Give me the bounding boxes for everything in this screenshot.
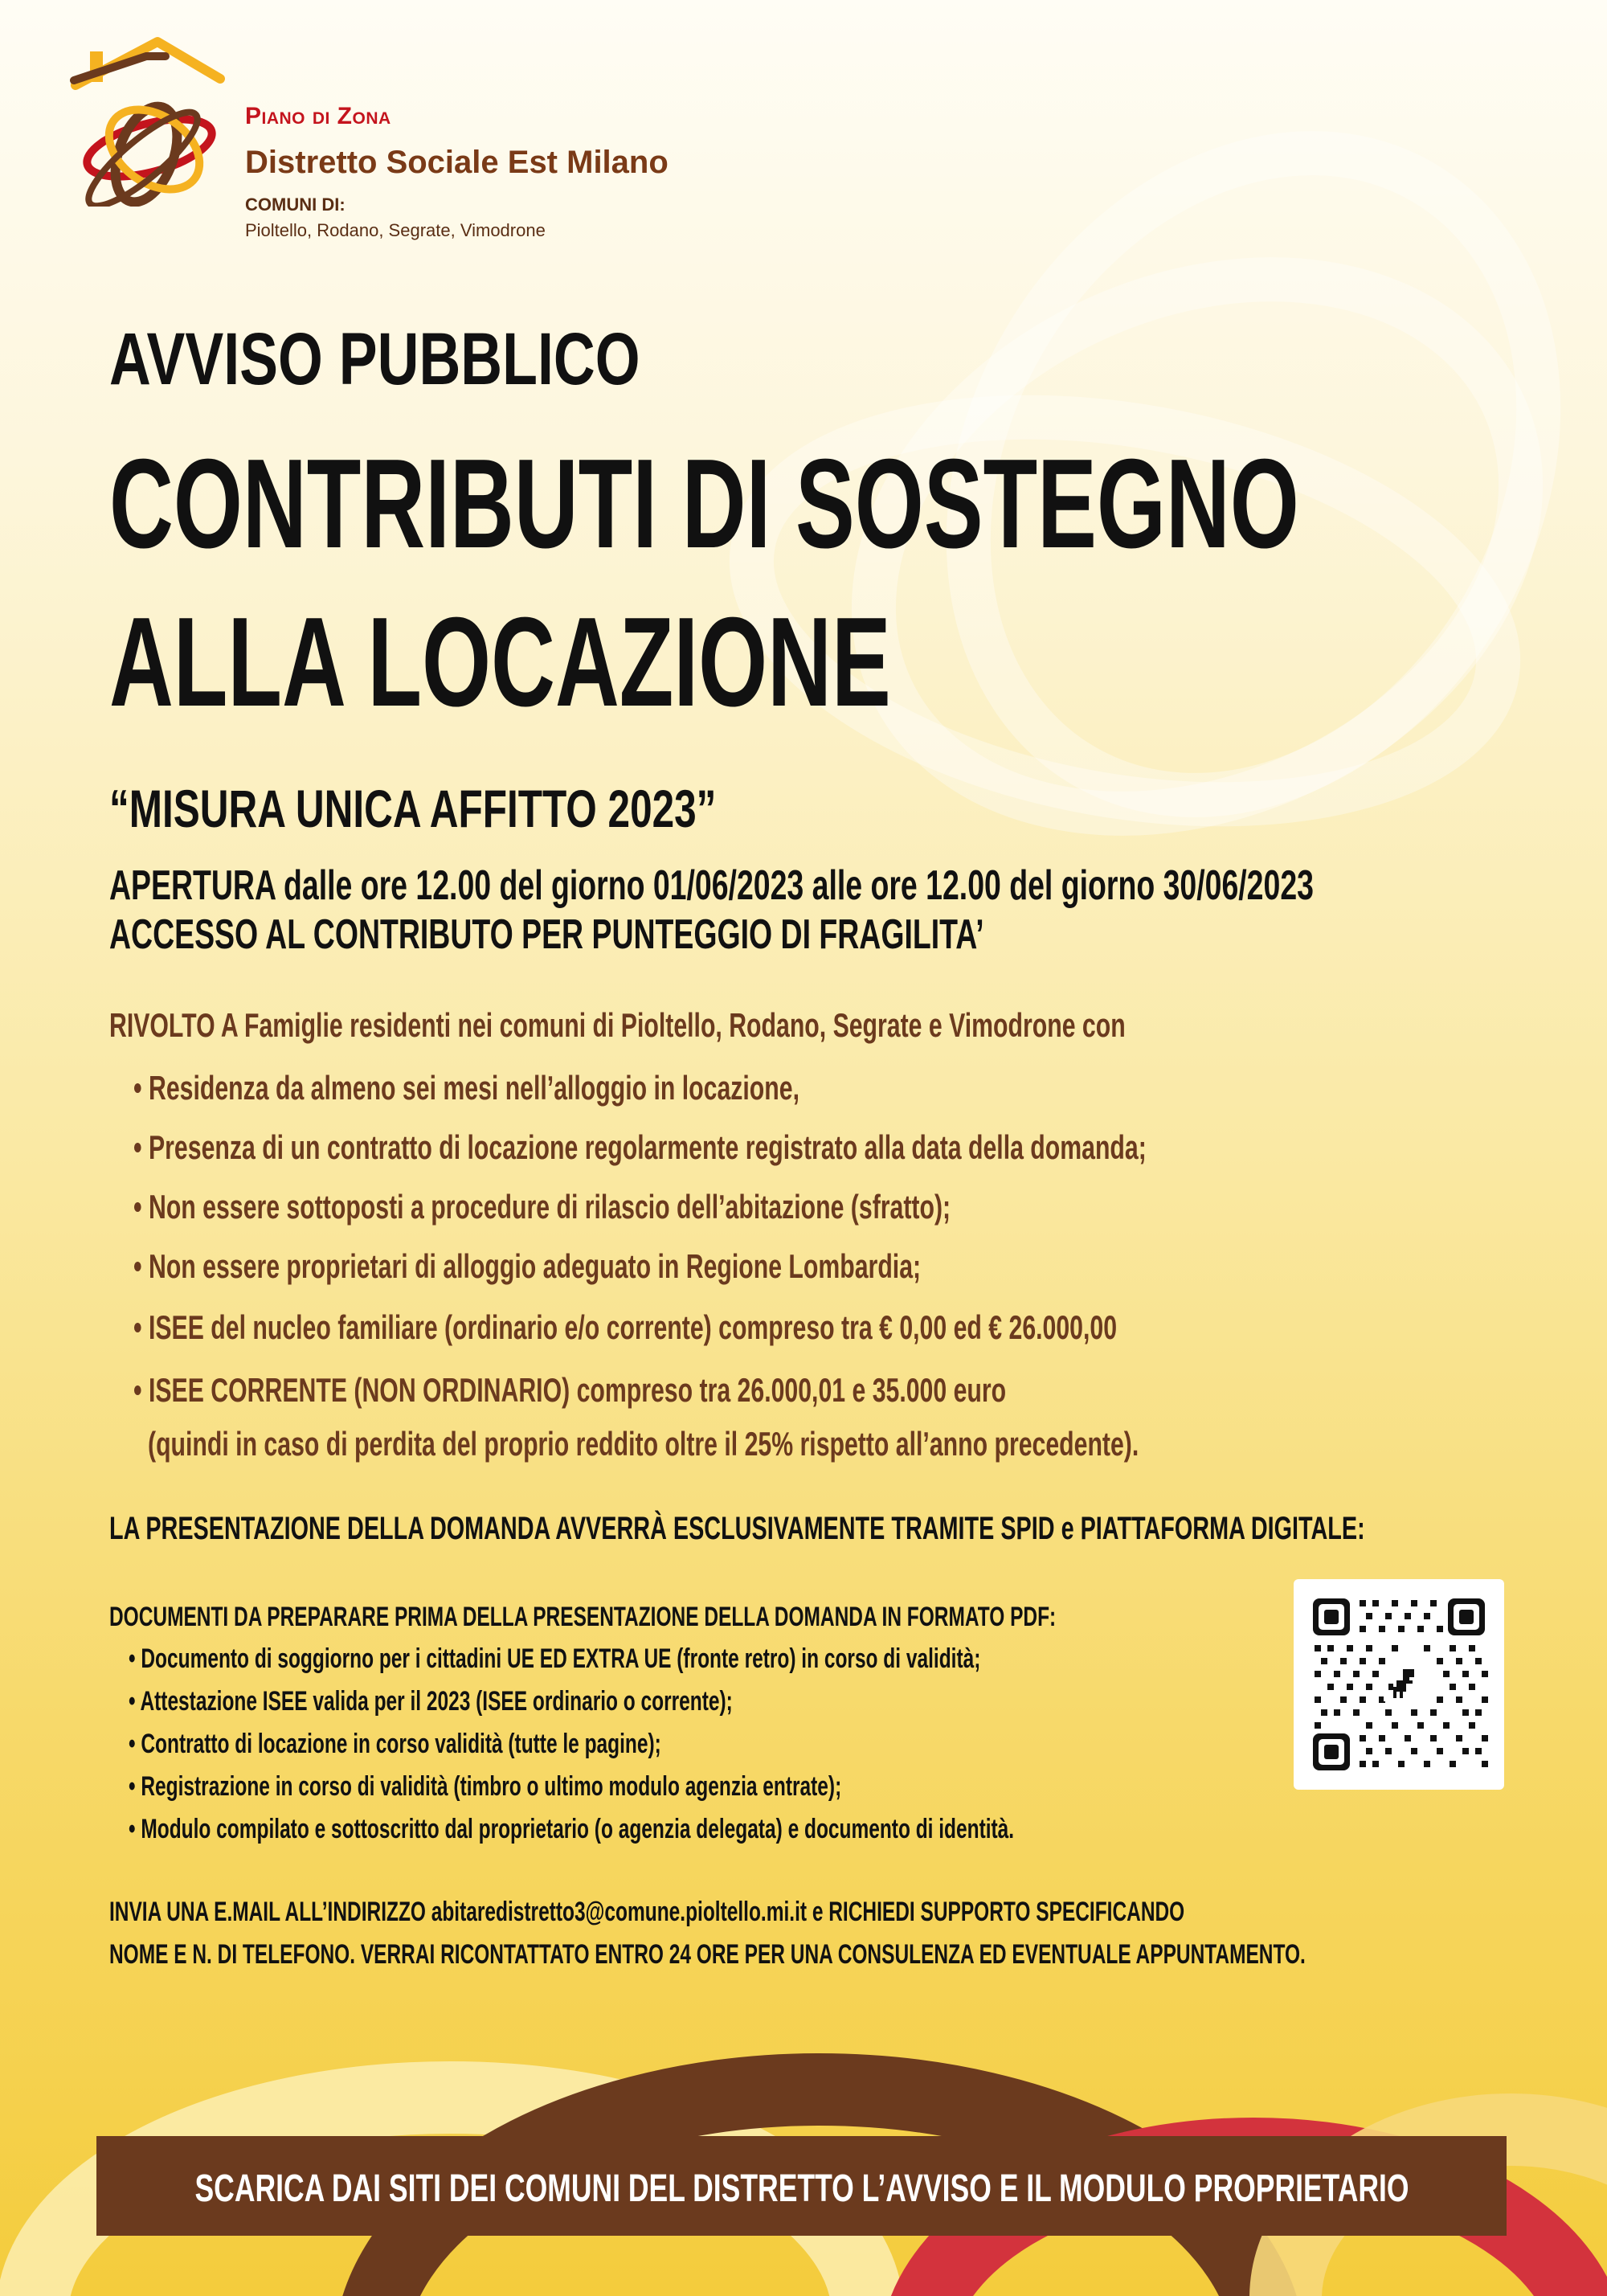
document-item: • Documento di soggiorno per i cittadini UE ED EXTRA UE (fronte retro) in corso di validità; bbox=[129, 1643, 981, 1674]
brand-block bbox=[245, 103, 669, 240]
headline-line-1: CONTRIBUTI DI SOSTEGNO bbox=[109, 433, 1299, 575]
document-item: • Registrazione in corso di validità (timbro o ultimo modulo agenzia entrate); bbox=[129, 1771, 842, 1802]
requirement-item: • Non essere proprietari di alloggio adeguato in Regione Lombardia; bbox=[133, 1247, 922, 1285]
qr-code-icon bbox=[1294, 1579, 1504, 1790]
footer-banner-text: SCARICA DAI SITI DEI COMUNI DEL DISTRETTO L’AVVISO E IL MODULO PROPRIETARIO bbox=[194, 2167, 1409, 2210]
requirement-item: • ISEE del nucleo familiare (ordinario e/o corrente) compreso tra € 0,00 ed € 26.000,00 bbox=[133, 1308, 1118, 1346]
contact-line-2: NOME E N. DI TELEFONO. VERRAI RICONTATTATO ENTRO 24 ORE PER UNA CONSULENZA ED EVENTUALE APPUNTAMENTO. bbox=[109, 1939, 1306, 1970]
requirement-item: • Presenza di un contratto di locazione regolarmente registrato alla data della domanda; bbox=[133, 1128, 1147, 1166]
brand-municipalities-label: COMUNI DI: bbox=[245, 194, 346, 215]
house-rings-logo bbox=[63, 34, 235, 207]
documents-heading: DOCUMENTI DA PREPARARE PRIMA DELLA PRESENTAZIONE DELLA DOMANDA IN FORMATO PDF: bbox=[109, 1602, 1057, 1632]
measure-title: “MISURA UNICA AFFITTO 2023” bbox=[109, 779, 717, 838]
brand-municipalities-list: Pioltello, Rodano, Segrate, Vimodrone bbox=[245, 220, 546, 240]
document-item: • Contratto di locazione in corso validità (tutte le pagine); bbox=[129, 1729, 661, 1759]
document-item: • Modulo compilato e sottoscritto dal proprietario (o agenzia delegata) e documento di identità. bbox=[129, 1814, 1015, 1844]
brand-kicker: Piano di Zona bbox=[245, 103, 391, 129]
document-item: • Attestazione ISEE valida per il 2023 (ISEE ordinario o corrente); bbox=[129, 1686, 733, 1717]
submission-method: LA PRESENTAZIONE DELLA DOMANDA AVVERRÀ ESCLUSIVAMENTE TRAMITE SPID e PIATTAFORMA DIGITALE: bbox=[109, 1511, 1365, 1546]
opening-label: APERTURA bbox=[109, 862, 276, 909]
requirement-item: • ISEE CORRENTE (NON ORDINARIO) compreso tra 26.000,01 e 35.000 euro bbox=[133, 1371, 1007, 1409]
contact-line-1: INVIA UNA E.MAIL ALL’INDIRIZZO abitaredistretto3@comune.pioltello.mi.it e RICHIEDI SUPPORTO SPECIFICANDO bbox=[109, 1897, 1185, 1927]
headline-line-2: ALLA LOCAZIONE bbox=[109, 591, 891, 733]
access-criteria: ACCESSO AL CONTRIBUTO PER PUNTEGGIO DI FRAGILITA’ bbox=[109, 911, 984, 958]
requirements-intro: RIVOLTO A Famiglie residenti nei comuni di Pioltello, Rodano, Segrate e Vimodrone con bbox=[109, 1006, 1126, 1044]
footer-banner bbox=[96, 2136, 1507, 2236]
requirement-item: • Residenza da almeno sei mesi nell’alloggio in locazione, bbox=[133, 1069, 799, 1107]
opening-period bbox=[109, 862, 1314, 910]
requirement-note: (quindi in caso di perdita del proprio reddito oltre il 25% rispetto all’anno precedente). bbox=[148, 1425, 1139, 1463]
notice-label: AVVISO PUBBLICO bbox=[109, 318, 640, 400]
opening-dates: dalle ore 12.00 del giorno 01/06/2023 alle ore 12.00 del giorno 30/06/2023 bbox=[275, 862, 1314, 909]
requirement-item: • Non essere sottoposti a procedure di rilascio dell’abitazione (sfratto); bbox=[133, 1188, 951, 1226]
qr-code[interactable] bbox=[1294, 1579, 1504, 1790]
brand-title: Distretto Sociale Est Milano bbox=[245, 145, 669, 180]
